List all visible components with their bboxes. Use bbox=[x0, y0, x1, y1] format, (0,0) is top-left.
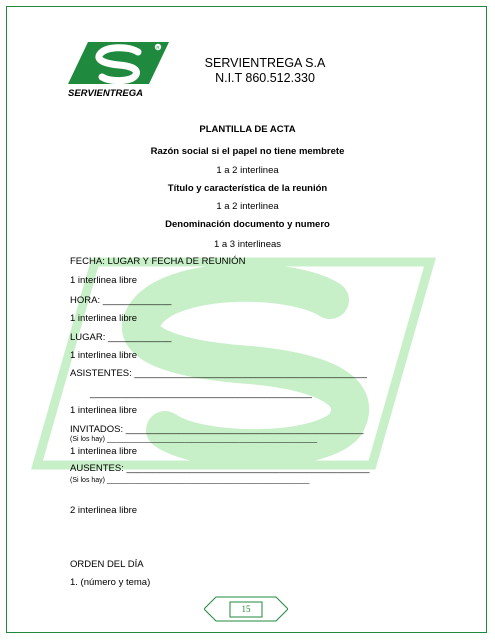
ausentes-field: AUSENTES: ______________________________________________ bbox=[70, 463, 370, 474]
company-header bbox=[195, 56, 335, 86]
ausentes-note: (Si los hay) ____________________________________________________ bbox=[70, 477, 310, 484]
invitados-note: (Si los hay) ______________________________________________________ bbox=[70, 436, 318, 443]
interlinea-note: 2 interlinea libre bbox=[70, 505, 138, 516]
agenda-item: 1. (número y tema) bbox=[70, 577, 151, 588]
spacing-note-2: 1 a 2 interlinea bbox=[216, 201, 279, 212]
interlinea-note: 1 interlinea libre bbox=[70, 405, 138, 416]
titulo-text: Título y característica de la reunión bbox=[167, 183, 328, 194]
interlinea-note: 1 interlinea libre bbox=[70, 313, 138, 324]
company-name: SERVIENTREGA S.A bbox=[204, 56, 326, 70]
document-title: PLANTILLA DE ACTA bbox=[199, 124, 296, 135]
logo-text: SERVIENTREGA bbox=[68, 88, 143, 99]
interlinea-note: 1 interlinea libre bbox=[70, 350, 138, 361]
razon-social-text: Razón social si el papel no tiene membrete bbox=[150, 146, 345, 157]
lugar-field: LUGAR: ____________ bbox=[70, 332, 172, 343]
interlinea-note: 1 interlinea libre bbox=[70, 275, 138, 286]
denominacion-text: Denominación documento y numero bbox=[165, 219, 330, 230]
company-nit: N.I.T 860.512.330 bbox=[215, 71, 315, 85]
spacing-note-1: 1 a 2 interlinea bbox=[216, 165, 279, 176]
asistentes-field: ASISTENTES: ____________________________________________ bbox=[70, 368, 367, 379]
svg-text:R: R bbox=[156, 45, 160, 50]
invitados-field: INVITADOS: _____________________________________________ bbox=[70, 424, 364, 435]
servientrega-logo-icon bbox=[66, 40, 171, 102]
asistentes-line: __________________________________________ bbox=[90, 388, 312, 399]
orden-del-dia-heading: ORDEN DEL DÍA bbox=[70, 559, 144, 570]
spacing-note-3: 1 a 3 interlineas bbox=[213, 239, 282, 250]
interlinea-note: 1 interlinea libre bbox=[70, 446, 138, 457]
page-number: 15 bbox=[241, 604, 251, 614]
fecha-field: FECHA: LUGAR Y FECHA DE REUNIÓN bbox=[70, 256, 246, 267]
hora-field: HORA: _____________ bbox=[70, 295, 172, 306]
